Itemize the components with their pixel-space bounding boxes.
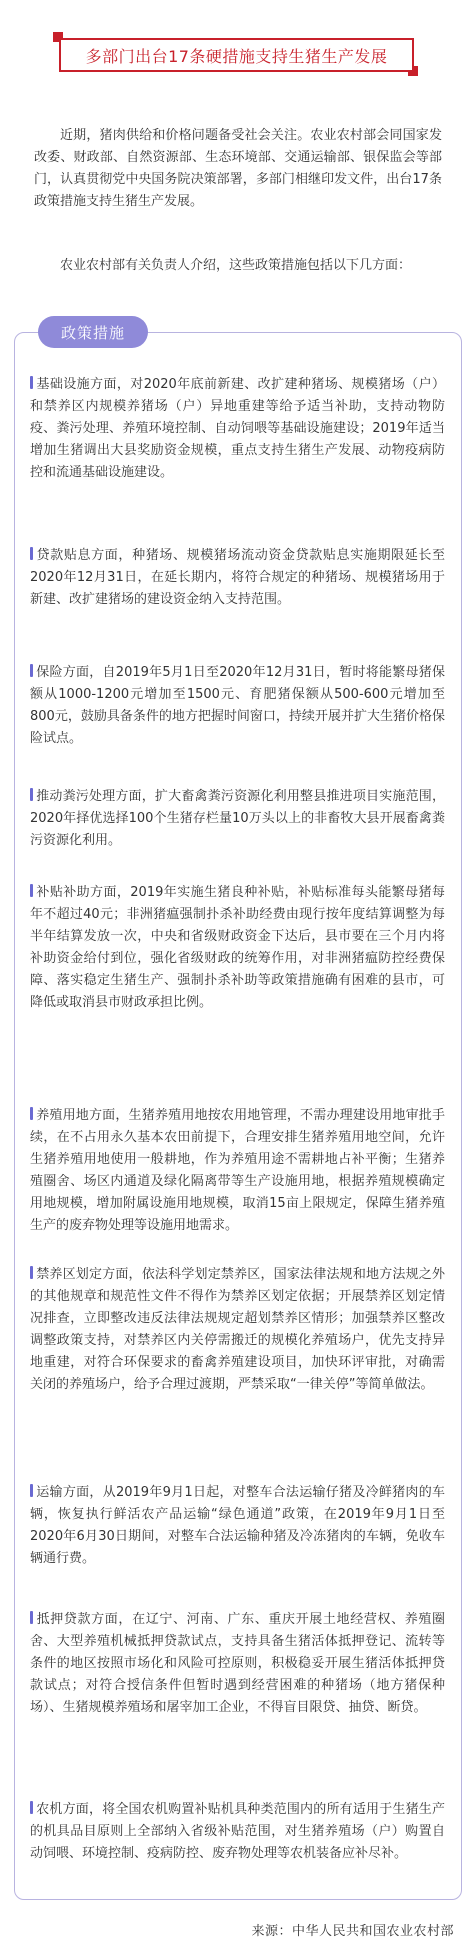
intro-paragraph: 近期，猪肉供给和价格问题备受社会关注。农业农村部会同国家发改委、财政部、自然资源部、生态环境部、交通运输部、银保监会等部门，认真贯彻党中央国务院决策部署，多部门相继印发文件，出台17条政策措施支持生猪生产发展。	[34, 128, 442, 209]
policy-item-text: 推动粪污处理方面，扩大畜禽粪污资源化利用整县推进项目实施范围，2020年择优选择100个生猪存栏量10万头以上的非畜牧大县开展畜禽粪污资源化利用。	[30, 789, 445, 848]
page-title	[59, 38, 414, 72]
policy-item	[30, 786, 445, 852]
policy-item	[30, 1799, 445, 1865]
policy-item-text: 基础设施方面，对2020年底前新建、改扩建种猪场、规模猪场（户）和禁养区内规模养猪场（户）异地重建等给予适当补助，支持动物防疫、粪污处理、养殖环境控制、自动饲喂等基础设施建设；2019年适当增加生猪调出大县奖励资金规模，重点支持生猪生产发展、动物疫病防控和流通基础设施建设。	[30, 377, 445, 480]
policy-item-text: 补贴补助方面，2019年实施生猪良种补贴，补贴标准每头能繁母猪每年不超过40元；非洲猪瘟强制扑杀补助经费由现行按年度结算调整为每半年结算发放一次，中央和省级财政资金下达后，县市要在三个月内将补助资金给付到位，强化省级财政的统筹作用，对非洲猪瘟防控经费保障、落实稳定生猪生产、强制扑杀补助等政策措施确有困难的县市，可降低或取消县市财政承担比例。	[30, 885, 445, 1010]
bullet-marker-icon	[30, 664, 33, 677]
page-title-text: 多部门出台17条硬措施支持生猪生产发展	[85, 46, 388, 66]
policy-item-text: 禁养区划定方面，依法科学划定禁养区，国家法律法规和地方法规之外的其他规章和规范性文件不得作为禁养区划定依据；开展禁养区划定情况排查，立即整改违反法律法规规定超划禁养区情形；加强禁养区整改调整政策支持，对禁养区内关停需搬迁的规模化养殖场户，优先支持异地重建，对符合环保要求的畜禽养殖建设项目，加快环评审批，对确需关闭的养殖场户，给予合理过渡期，严禁采取“一律关停”等简单做法。	[30, 1267, 445, 1392]
policy-item-text: 养殖用地方面，生猪养殖用地按农用地管理，不需办理建设用地审批手续，在不占用永久基本农田前提下，合理安排生猪养殖用地空间，允许生猪养殖用地使用一般耕地，作为养殖用途不需耕地占补平衡；生猪养殖圈舍、场区内通道及绿化隔离带等生产设施用地，根据养殖规模确定用地规模，增加附属设施用地规模，取消15亩上限规定，保障生猪养殖生产的废弃物处理等设施用地需求。	[30, 1108, 445, 1233]
bullet-marker-icon	[30, 1611, 33, 1624]
policy-item-text: 抵押贷款方面，在辽宁、河南、广东、重庆开展土地经营权、养殖圈舍、大型养殖机械抵押贷款试点，支持具备生猪活体抵押登记、流转等条件的地区按照市场化和风险可控原则，积极稳妥开展生猪活体抵押贷款试点；对符合授信条件但暂时遇到经营困难的种猪场（地方猪保种场）、生猪规模养殖场和屠宰加工企业，不得盲目限贷、抽贷、断贷。	[30, 1612, 445, 1715]
bullet-marker-icon	[30, 1801, 33, 1814]
policy-item	[30, 1609, 445, 1719]
policy-panel-tag-label: 政策措施	[60, 323, 125, 342]
bullet-marker-icon	[30, 376, 33, 389]
policy-item	[30, 545, 445, 611]
source-credit: 来源：中华人民共和国农业农村部	[251, 1924, 454, 1939]
title-section	[0, 0, 476, 104]
intro-paragraph: 农业农村部有关负责人介绍，这些政策措施包括以下几方面：	[60, 258, 412, 273]
policy-item	[30, 1482, 445, 1570]
policy-item	[30, 1105, 445, 1237]
policy-item	[30, 662, 445, 750]
bullet-marker-icon	[30, 1266, 33, 1279]
policy-panel-tag	[38, 316, 148, 348]
policy-item-text: 农机方面，将全国农机购置补贴机具种类范围内的所有适用于生猪生产的机具品目原则上全部纳入省级补贴范围，对生猪养殖场（户）购置自动饲喂、环境控制、疫病防控、废弃物处理等农机装备应补尽补。	[30, 1802, 445, 1861]
bullet-marker-icon	[30, 547, 33, 560]
bullet-marker-icon	[30, 884, 33, 897]
policy-item	[30, 882, 445, 1014]
policy-item	[30, 1264, 445, 1396]
bullet-marker-icon	[30, 1484, 33, 1497]
bullet-marker-icon	[30, 1107, 33, 1120]
policy-item-text: 保险方面，自2019年5月1日至2020年12月31日，暂时将能繁母猪保额从1000-1200元增加至1500元、育肥猪保额从500-600元增加至800元，鼓励具备条件的地方把握时间窗口，持续开展并扩大生猪价格保险试点。	[30, 665, 445, 746]
policy-item	[30, 374, 445, 484]
policy-item-text: 运输方面，从2019年9月1日起，对整车合法运输仔猪及冷鲜猪肉的车辆，恢复执行鲜活农产品运输“绿色通道”政策，在2019年9月1日至2020年6月30日期间，对整车合法运输种猪及冷冻猪肉的车辆，免收车辆通行费。	[30, 1485, 445, 1566]
policy-item-text: 贷款贴息方面，种猪场、规模猪场流动资金贷款贴息实施期限延长至2020年12月31日，在延长期内，将符合规定的种猪场、规模猪场用于新建、改扩建猪场的建设资金纳入支持范围。	[30, 548, 445, 607]
bullet-marker-icon	[30, 788, 33, 801]
